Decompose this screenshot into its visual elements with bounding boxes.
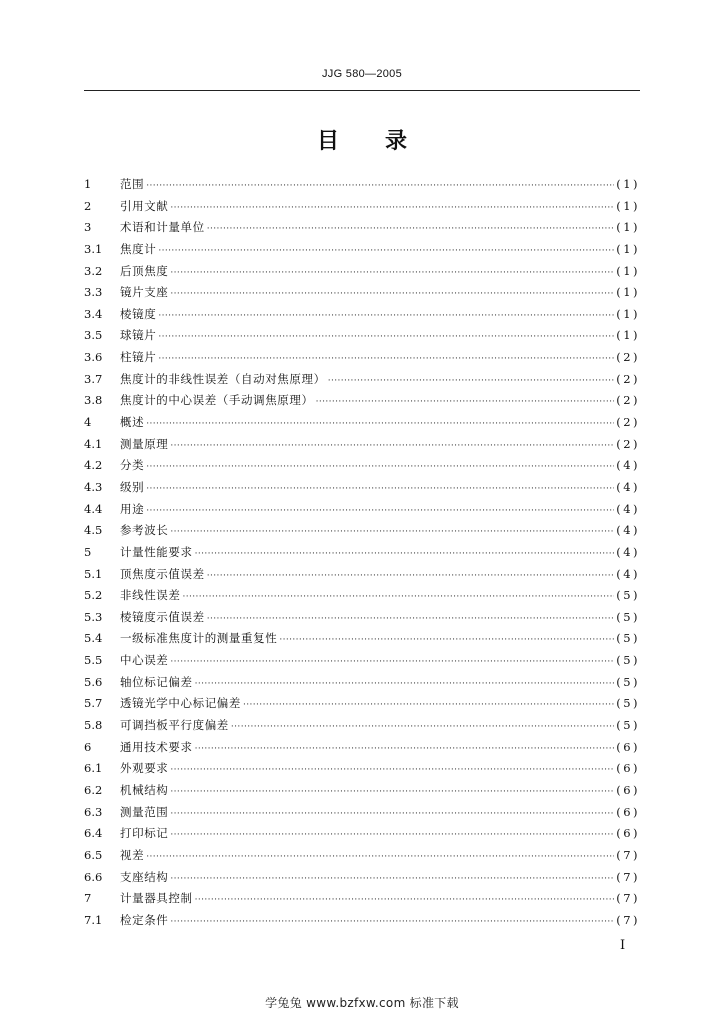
toc-dot-leader — [207, 571, 615, 581]
toc-entry-page: (2) — [616, 436, 640, 451]
toc-entry-title: 顶焦度示值误差 — [120, 566, 205, 581]
toc-dot-leader — [170, 874, 614, 884]
toc-entry-number: 6.2 — [84, 782, 103, 797]
toc-dot-leader — [158, 246, 614, 256]
toc-entry-number: 6 — [84, 739, 92, 754]
toc-dot-leader — [170, 657, 614, 667]
toc-entry-number: 3.7 — [84, 371, 103, 386]
toc-entry-number: 4.3 — [84, 479, 103, 494]
toc-entry-number: 2 — [84, 198, 92, 213]
toc-entry-title: 视差 — [120, 847, 145, 862]
toc-entry[interactable] — [84, 392, 640, 414]
footer-watermark: 学兔兔 www.bzfxw.com 标准下载 — [265, 996, 459, 1010]
toc-dot-leader — [195, 679, 615, 689]
toc-dot-leader — [183, 592, 615, 602]
toc-entry[interactable] — [84, 695, 640, 717]
toc-entry-page: (1) — [616, 241, 640, 256]
toc-entry-title: 柱镜片 — [120, 350, 157, 365]
toc-entry-page: (2) — [616, 393, 640, 408]
toc-entry-number: 3.5 — [84, 328, 103, 343]
toc-entry[interactable] — [84, 436, 640, 458]
toc-entry[interactable] — [84, 760, 640, 782]
toc-dot-leader — [158, 354, 614, 364]
toc-entry-title: 镜片支座 — [120, 285, 169, 300]
toc-dot-leader — [207, 614, 615, 624]
toc-entry-number: 3 — [84, 220, 92, 235]
toc-dot-leader — [328, 376, 615, 386]
toc-entry-page: (5) — [616, 674, 640, 689]
toc-entry-page: (4) — [616, 479, 640, 494]
toc-entry-title: 焦度计 — [120, 241, 157, 256]
toc-entry[interactable] — [84, 782, 640, 804]
toc-entry-number: 5.5 — [84, 653, 103, 668]
toc-entry[interactable] — [84, 457, 640, 479]
toc-entry-page: (6) — [616, 782, 640, 797]
toc-dot-leader — [146, 462, 614, 472]
toc-dot-leader — [195, 744, 615, 754]
toc-entry[interactable] — [84, 219, 640, 241]
toc-entry-page: (1) — [616, 177, 640, 191]
toc-entry-number: 3.2 — [84, 263, 103, 278]
toc-entry[interactable] — [84, 825, 640, 847]
toc-entry-number: 4.5 — [84, 523, 103, 538]
toc-entry-number: 5.8 — [84, 718, 103, 733]
toc-dot-leader — [170, 787, 614, 797]
toc-entry-title: 范围 — [120, 177, 145, 191]
toc-entry-title: 透镜光学中心标记偏差 — [120, 696, 241, 711]
toc-entry[interactable] — [84, 479, 640, 501]
toc-dot-leader — [146, 419, 614, 429]
toc-entry-page: (4) — [616, 501, 640, 516]
toc-entry-page: (1) — [616, 198, 640, 213]
page-number: I — [620, 938, 626, 953]
toc-entry-page: (7) — [616, 847, 640, 862]
toc-entry-page: (2) — [616, 415, 640, 430]
toc-entry[interactable] — [84, 912, 640, 934]
toc-entry-page: (5) — [616, 631, 640, 646]
toc-dot-leader — [195, 549, 615, 559]
toc-entry-title: 分类 — [120, 458, 145, 473]
toc-entry-number: 6.3 — [84, 804, 103, 819]
toc-entry-title: 引用文献 — [120, 198, 169, 213]
toc-entry[interactable] — [84, 674, 640, 696]
toc-entry[interactable] — [84, 804, 640, 826]
toc-entry-title: 用途 — [120, 501, 145, 516]
toc-dot-leader — [195, 895, 615, 905]
toc-entry-number: 7 — [84, 891, 92, 906]
toc-entry-title: 一级标准焦度计的测量重复性 — [120, 631, 278, 646]
toc-entry-number: 6.5 — [84, 847, 103, 862]
toc-entry-page: (1) — [616, 263, 640, 278]
toc-entry-title: 棱镜度示值误差 — [120, 609, 205, 624]
toc-entry-number: 1 — [84, 177, 92, 191]
toc-entry-page: (5) — [616, 653, 640, 668]
toc-entry[interactable] — [84, 890, 640, 912]
toc-entry[interactable] — [84, 241, 640, 263]
toc-entry-title: 机械结构 — [120, 782, 169, 797]
toc-entry[interactable] — [84, 414, 640, 436]
toc-entry-number: 4.2 — [84, 458, 103, 473]
toc-dot-leader — [207, 224, 615, 234]
header-rule — [84, 90, 640, 91]
toc-entry-title: 棱镜度 — [120, 306, 157, 321]
toc-dot-leader — [243, 700, 614, 710]
toc-entry-title: 焦度计的非线性误差（自动对焦原理） — [120, 371, 326, 386]
toc-entry-number: 3.8 — [84, 393, 103, 408]
toc-entry-page: (6) — [616, 739, 640, 754]
toc-dot-leader — [146, 181, 614, 191]
toc-dot-leader — [146, 484, 614, 494]
toc-entry[interactable] — [84, 176, 640, 198]
toc-entry-number: 5.7 — [84, 696, 103, 711]
toc-dot-leader — [231, 722, 614, 732]
toc-entry[interactable] — [84, 263, 640, 285]
toc-entry[interactable] — [84, 522, 640, 544]
toc-entry-title: 外观要求 — [120, 761, 169, 776]
toc-entry-page: (7) — [616, 891, 640, 906]
toc-entry-number: 7.1 — [84, 912, 103, 927]
toc-dot-leader — [158, 332, 614, 342]
toc-dot-leader — [146, 852, 614, 862]
toc-entry-number: 6.1 — [84, 761, 103, 776]
toc-entry-page: (6) — [616, 826, 640, 841]
toc-entry-number: 5.6 — [84, 674, 103, 689]
toc-entry[interactable] — [84, 501, 640, 523]
toc-entry-title: 计量器具控制 — [120, 891, 193, 906]
toc-entry-title: 通用技术要求 — [120, 739, 193, 754]
toc-dot-leader — [170, 268, 614, 278]
toc-dot-leader — [146, 506, 614, 516]
toc-entry[interactable] — [84, 609, 640, 631]
toc-entry-title: 测量原理 — [120, 436, 169, 451]
toc-entry-title: 打印标记 — [120, 826, 169, 841]
toc-entry-number: 3.3 — [84, 285, 103, 300]
toc-entry-title: 计量性能要求 — [120, 544, 193, 559]
toc-entry-page: (1) — [616, 306, 640, 321]
toc-entry-title: 支座结构 — [120, 869, 169, 884]
toc-entry-number: 3.1 — [84, 241, 103, 256]
toc-entry-title: 测量范围 — [120, 804, 169, 819]
toc-entry-page: (6) — [616, 761, 640, 776]
toc-entry-page: (5) — [616, 588, 640, 603]
toc-entry-title: 轴位标记偏差 — [120, 674, 193, 689]
toc-entry-page: (7) — [616, 869, 640, 884]
toc-entry[interactable] — [84, 198, 640, 220]
toc-entry-title: 焦度计的中心误差（手动调焦原理） — [120, 393, 314, 408]
page-title: 目录 — [316, 129, 453, 154]
toc-entry-title: 检定条件 — [120, 912, 169, 927]
toc-entry[interactable] — [84, 371, 640, 393]
toc-dot-leader — [279, 635, 614, 645]
toc-dot-leader — [170, 917, 614, 927]
toc-entry-page: (2) — [616, 371, 640, 386]
toc-dot-leader — [170, 765, 614, 775]
toc-entry-number: 5.3 — [84, 609, 103, 624]
toc-entry-page: (5) — [616, 609, 640, 624]
toc-entry-number: 3.6 — [84, 350, 103, 365]
toc-entry[interactable] — [84, 847, 640, 869]
toc-entry-number: 5.1 — [84, 566, 103, 581]
toc-entry[interactable] — [84, 349, 640, 371]
toc-entry-number: 4.1 — [84, 436, 103, 451]
toc-entry-number: 4.4 — [84, 501, 103, 516]
toc-entry[interactable] — [84, 284, 640, 306]
toc-entry-title: 术语和计量单位 — [120, 220, 205, 235]
toc-entry-page: (4) — [616, 544, 640, 559]
toc-entry-title: 非线性误差 — [120, 588, 181, 603]
toc-entry-page: (5) — [616, 696, 640, 711]
toc-dot-leader — [170, 830, 614, 840]
toc-entry[interactable] — [84, 739, 640, 761]
toc-dot-leader — [170, 441, 614, 451]
toc-entry[interactable] — [84, 652, 640, 674]
toc-entry-number: 4 — [84, 415, 92, 430]
toc-entry-page: (5) — [616, 718, 640, 733]
toc-entry-title: 中心误差 — [120, 653, 169, 668]
toc-entry-number: 3.4 — [84, 306, 103, 321]
toc-entry-number: 6.6 — [84, 869, 103, 884]
toc-entry[interactable] — [84, 544, 640, 566]
document-code-header: JJG 580—2005 — [321, 68, 403, 80]
table-of-contents — [84, 176, 640, 933]
toc-entry-title: 后顶焦度 — [120, 263, 169, 278]
toc-entry-page: (6) — [616, 804, 640, 819]
toc-entry[interactable] — [84, 327, 640, 349]
toc-dot-leader — [170, 203, 614, 213]
toc-entry-number: 6.4 — [84, 826, 103, 841]
toc-dot-leader — [158, 311, 614, 321]
toc-entry-title: 可调挡板平行度偏差 — [120, 718, 229, 733]
toc-entry-number: 5.4 — [84, 631, 103, 646]
toc-entry-title: 参考波长 — [120, 523, 169, 538]
toc-entry-page: (2) — [616, 350, 640, 365]
toc-entry[interactable] — [84, 717, 640, 739]
toc-entry-title: 球镜片 — [120, 328, 157, 343]
toc-entry-title: 概述 — [120, 415, 145, 430]
toc-entry-number: 5.2 — [84, 588, 103, 603]
toc-entry-page: (1) — [616, 285, 640, 300]
toc-entry[interactable] — [84, 587, 640, 609]
toc-entry-title: 级别 — [120, 479, 145, 494]
toc-entry-page: (4) — [616, 458, 640, 473]
toc-dot-leader — [170, 527, 614, 537]
toc-entry[interactable] — [84, 630, 640, 652]
toc-entry-page: (1) — [616, 328, 640, 343]
toc-entry-page: (4) — [616, 523, 640, 538]
toc-entry-page: (1) — [616, 220, 640, 235]
toc-entry-page: (4) — [616, 566, 640, 581]
toc-entry-page: (7) — [616, 912, 640, 927]
toc-entry[interactable] — [84, 306, 640, 328]
toc-dot-leader — [316, 397, 615, 407]
toc-entry[interactable] — [84, 869, 640, 891]
toc-entry[interactable] — [84, 566, 640, 588]
toc-dot-leader — [170, 289, 614, 299]
toc-dot-leader — [170, 809, 614, 819]
toc-entry-number: 5 — [84, 544, 92, 559]
